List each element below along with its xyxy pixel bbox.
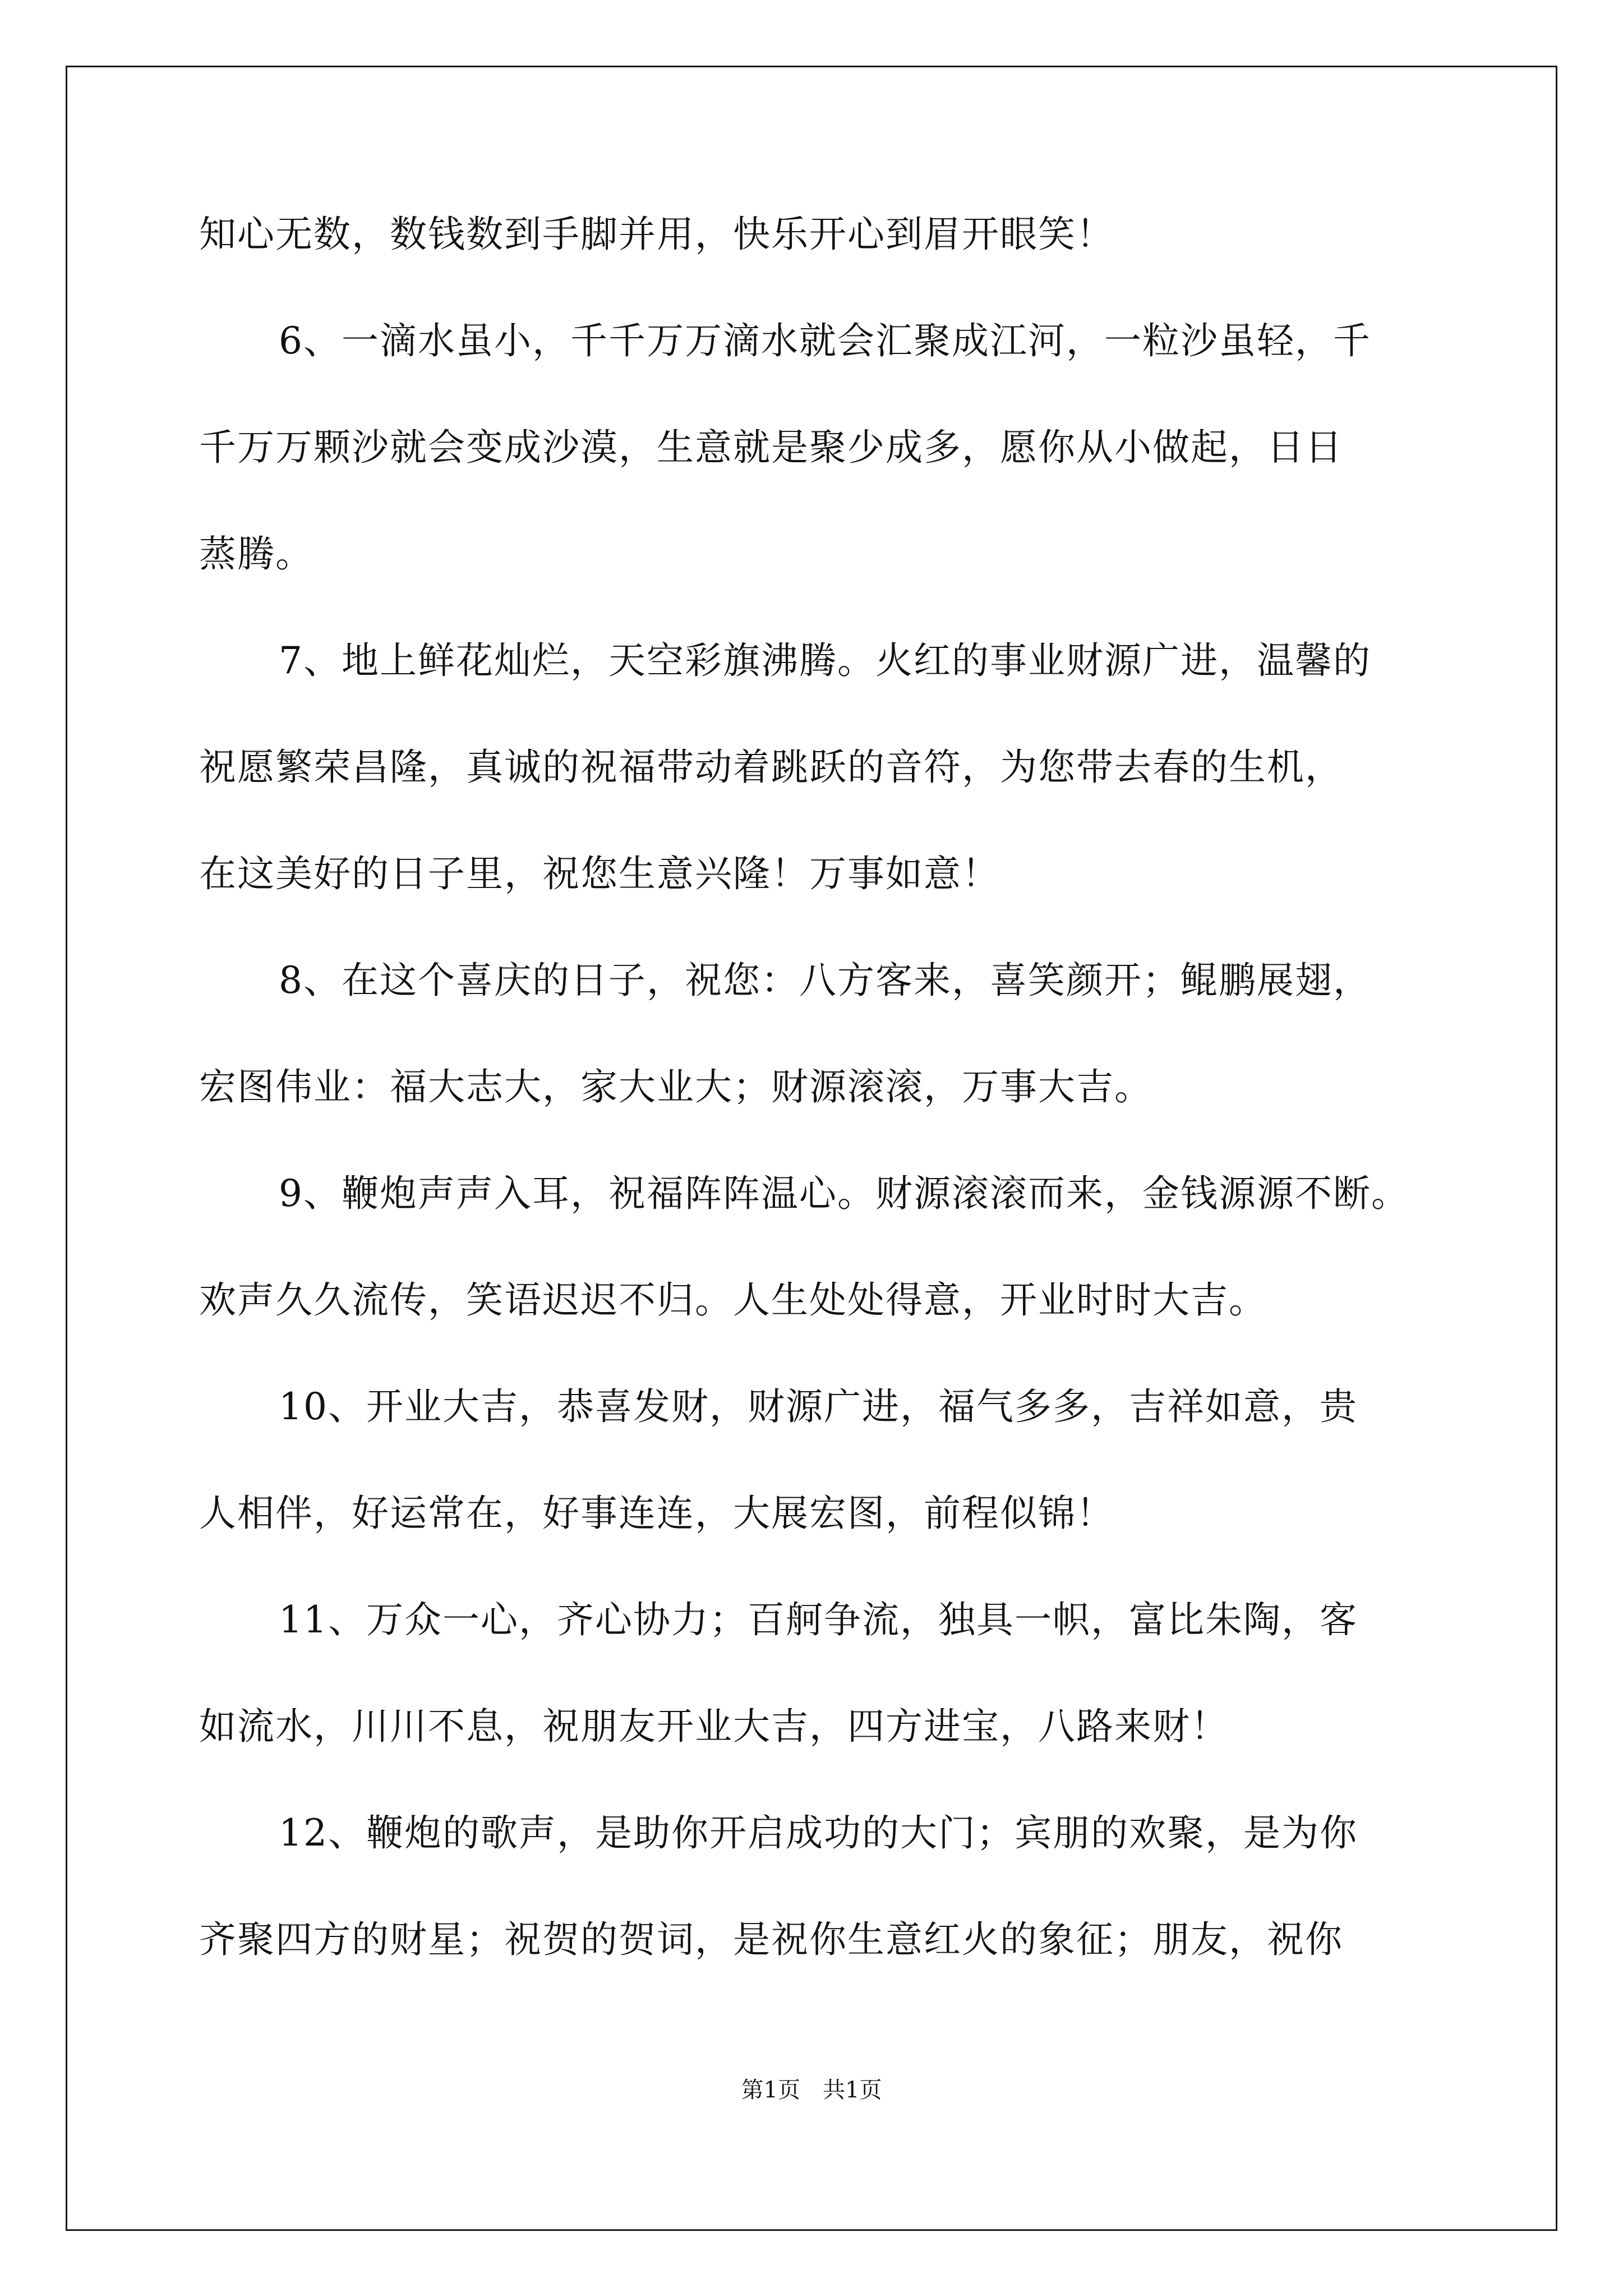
text-line: 7、地上鲜花灿烂，天空彩旗沸腾。火红的事业财源广进，温馨的 bbox=[279, 639, 1371, 682]
page-footer bbox=[0, 2074, 1623, 2106]
text-line: 6、一滴水虽小，千千万万滴水就会汇聚成江河，一粒沙虽轻，千 bbox=[279, 319, 1371, 362]
text-line: 10、开业大吉，恭喜发财，财源广进，福气多多，吉祥如意，贵 bbox=[279, 1385, 1358, 1428]
text-line: 11、万众一心，齐心协力；百舸争流，独具一帜，富比朱陶，客 bbox=[279, 1598, 1358, 1641]
text-line: 蒸腾。 bbox=[199, 532, 313, 576]
page-number: 第1页 bbox=[741, 2077, 800, 2103]
page-total: 共1页 bbox=[823, 2077, 882, 2103]
text-line: 在这美好的日子里，祝您生意兴隆！万事如意！ bbox=[199, 852, 1000, 895]
text-line: 如流水，川川不息，祝朋友开业大吉，四方进宝，八路来财！ bbox=[199, 1705, 1229, 1748]
text-line: 祝愿繁荣昌隆，真诚的祝福带动着跳跃的音符，为您带去春的生机， bbox=[199, 746, 1343, 789]
text-line: 欢声久久流传，笑语迟迟不归。人生处处得意，开业时时大吉。 bbox=[199, 1278, 1267, 1322]
text-line: 9、鞭炮声声入耳，祝福阵阵温心。财源滚滚而来，金钱源源不断。 bbox=[279, 1172, 1409, 1215]
text-line: 人相伴，好运常在，好事连连，大展宏图，前程似锦！ bbox=[199, 1492, 1114, 1535]
text-line: 12、鞭炮的歌声，是助你开启成功的大门；宾朋的欢聚，是为你 bbox=[279, 1811, 1358, 1855]
text-line: 宏图伟业：福大志大，家大业大；财源滚滚，万事大吉。 bbox=[199, 1065, 1152, 1108]
text-line: 千万万颗沙就会变成沙漠，生意就是聚少成多，愿你从小做起，日日 bbox=[199, 426, 1343, 469]
text-line: 齐聚四方的财星；祝贺的贺词，是祝你生意红火的象征；朋友，祝你 bbox=[199, 1918, 1343, 1961]
text-line: 知心无数，数钱数到手脚并用，快乐开心到眉开眼笑！ bbox=[199, 213, 1114, 256]
text-line: 8、在这个喜庆的日子，祝您：八方客来，喜笑颜开；鲲鹏展翅， bbox=[279, 959, 1371, 1002]
page-border bbox=[66, 66, 1557, 2231]
